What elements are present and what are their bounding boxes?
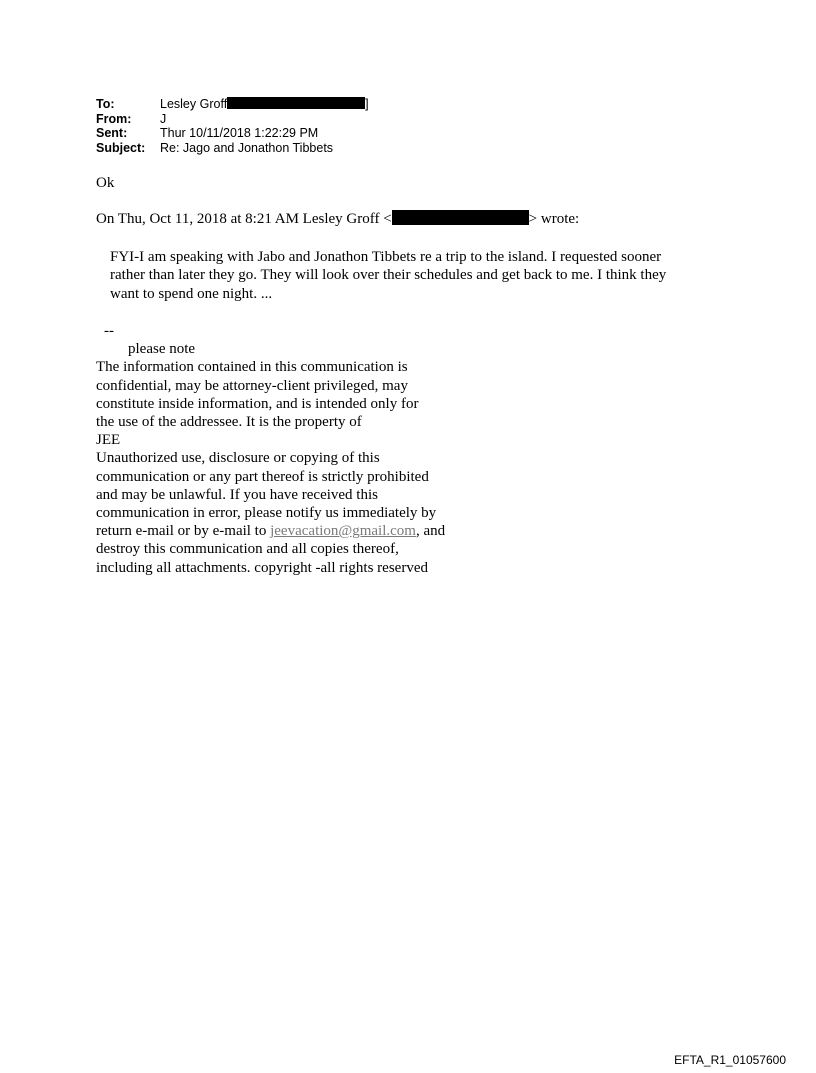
subject-value: Re: Jago and Jonathon Tibbets: [160, 140, 334, 155]
from-value: J: [160, 111, 167, 126]
disclaimer-line: The information contained in this communication is: [96, 359, 408, 376]
signature-note: please note: [128, 341, 196, 358]
quoted-line: FYI-I am speaking with Jabo and Jonathon Tibbets re a trip to the island. I requested sooner: [110, 249, 662, 265]
disclaimer-line: destroy this communication and all copies thereof,: [96, 541, 399, 558]
quote-intro: On Thu, Oct 11, 2018 at 8:21 AM Lesley Groff < > wrote:: [96, 211, 580, 227]
disclaimer-line: communication in error, please notify us immediately by: [96, 505, 437, 522]
reply-text: Ok: [96, 175, 115, 191]
subject-label: Subject:: [96, 140, 146, 155]
disclaimer-line: Unauthorized use, disclosure or copying of this: [96, 450, 380, 467]
quoted-line: rather than later they go. They will look over their schedules and get back to me. I think they: [110, 267, 667, 284]
to-row: [96, 97, 369, 112]
disclaimer-line: confidential, may be attorney-client privileged, may: [96, 377, 408, 394]
disclaimer-line: constitute inside information, and is intended only for: [96, 395, 419, 412]
to-label: To:: [96, 97, 115, 111]
sent-value: Thur 10/11/2018 1:22:29 PM: [160, 126, 319, 140]
disclaimer-line: and may be unlawful. If you have received this: [96, 486, 378, 503]
redaction-bar: [227, 97, 365, 109]
disclaimer-line: the use of the addressee. It is the property of: [96, 414, 362, 431]
sent-row: [96, 126, 369, 141]
signature-dashes: --: [104, 323, 114, 339]
subject-row: [96, 141, 369, 156]
from-row: [96, 112, 369, 127]
signature-block: [96, 322, 445, 577]
from-label: From:: [96, 111, 132, 126]
document-id: EFTA_R1_01057600: [674, 1053, 786, 1067]
disclaimer-email-line: return e-mail or by e-mail to jeevacation@gmail.com, and: [96, 523, 446, 540]
email-header: [96, 97, 369, 155]
email-link[interactable]: jeevacation@gmail.com: [270, 523, 416, 540]
disclaimer-line: JEE: [96, 432, 121, 449]
sent-label: Sent:: [96, 126, 128, 140]
to-value: Lesley Groff ]: [160, 97, 369, 111]
disclaimer-line: including all attachments. copyright -all rights reserved: [96, 559, 428, 576]
quoted-line: want to spend one night. ...: [110, 285, 273, 302]
quoted-message: [110, 248, 666, 303]
disclaimer-line: communication or any part thereof is strictly prohibited: [96, 468, 429, 485]
redaction-bar: [392, 210, 529, 225]
